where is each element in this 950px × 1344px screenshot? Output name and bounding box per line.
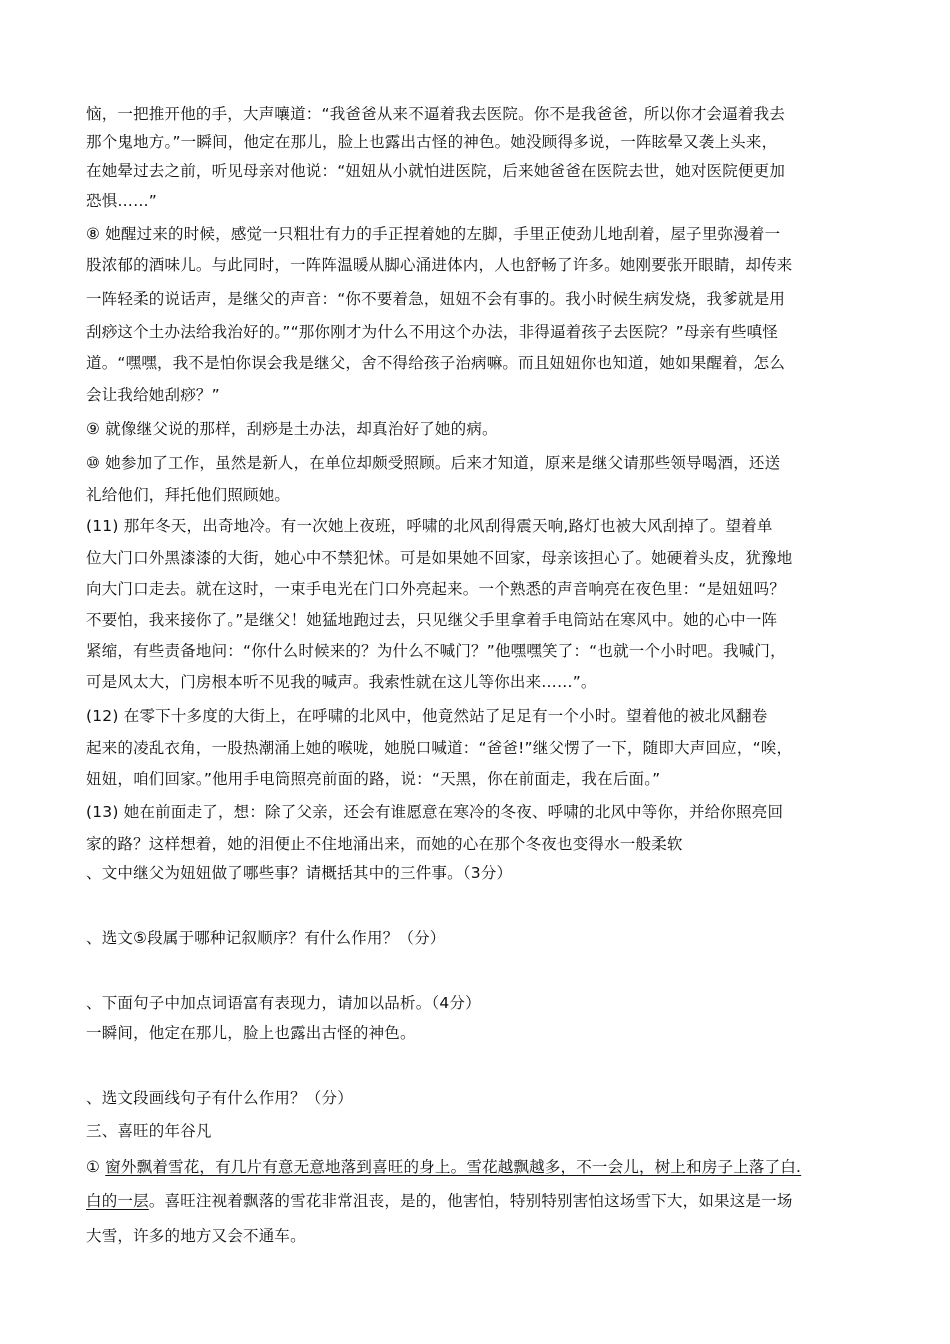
question-4: 、选文段画线句子有什么作用？（分） [86, 1089, 353, 1107]
story-line: 可是风太大，门房根本听不见我的喊声。我索性就在这儿等你出来……”。 [86, 673, 597, 691]
story-line: 紧缩，有些责备地问：“你什么时候来的？为什么不喊门？”他嘿嘿笑了：“也就一个小时吧。我喊门， [86, 642, 786, 660]
story-line: 那个鬼地方。”一瞬间，他定在那儿，脸上也露出古怪的神色。她没顾得多说，一阵眩晕又袭上头来， [86, 133, 778, 151]
question-3-sentence: 一瞬间，他定在那儿，脸上也露出古怪的神色。 [86, 1024, 416, 1042]
story-line: (11) 那年冬天，出奇地冷。有一次她上夜班，呼啸的北风刮得震天响,路灯也被大风刮掉了。望着单 [86, 517, 773, 535]
story-line: 道。“嘿嘿，我不是怕你误会我是继父，舍不得给孩子治病嘛。而且妞妞你也知道，她如果醒着，怎么 [86, 354, 786, 372]
story-line: 家的路？这样想着，她的泪便止不住地涌出来，而她的心在那个冬夜也变得水一般柔软 [86, 835, 683, 853]
story-line: 位大门口外黑漆漆的大街，她心中不禁犯怵。可是如果她不回家，母亲该担心了。她硬着头皮，犹豫地 [86, 549, 793, 567]
story-line: 妞妞，咱们回家。”他用手电筒照亮前面的路，说：“天黑，你在前面走，我在后面。” [86, 770, 661, 788]
story-line: 刮痧这个土办法给我治好的。”“那你刚才为什么不用这个办法，非得逼着孩子去医院？”母亲有些嗔怪 [86, 323, 779, 341]
story-line: 在她晕过去之前，听见母亲对他说：“妞妞从小就怕进医院，后来她爸爸在医院去世，她对医院便更加 [86, 162, 786, 180]
section3-paragraph-line-2 [86, 1191, 793, 1211]
underlined-sentence-part-2: 白的一层 [86, 1192, 149, 1210]
question-3: 、下面句子中加点词语富有表现力，请加以品析。（4分） [86, 994, 481, 1012]
section3-paragraph-line-1 [86, 1157, 801, 1177]
story-line: 股浓郁的酒味儿。与此同时，一阵阵温暖从脚心涌进体内，人也舒畅了许多。她刚要张开眼睛，却传来 [86, 256, 793, 274]
story-line: ⑧ 她醒过来的时候，感觉一只粗壮有力的手正捏着她的左脚，手里正使劲儿地刮着，屋子里弥漫着一 [86, 225, 781, 243]
story-line: (12) 在零下十多度的大街上，在呼啸的北风中，他竟然站了足足有一个小时。望着他的被北风翻卷 [86, 707, 768, 725]
story-line: 向大门口走去。就在这时，一束手电光在门口外亮起来。一个熟悉的声音响亮在夜色里：“是妞妞吗？ [86, 580, 786, 598]
paragraph-text: 。喜旺注视着飘落的雪花非常沮丧，是的，他害怕，特别特别害怕这场雪下大，如果这是一场 [148, 1192, 793, 1210]
story-line: 礼给他们，拜托他们照顾她。 [86, 486, 291, 504]
paragraph-marker: ① [86, 1158, 106, 1176]
story-line: ⑨ 就像继父说的那样，刮痧是土办法，却真治好了她的病。 [86, 420, 498, 438]
question-1: 、文中继父为妞妞做了哪些事？请概括其中的三件事。（3分） [86, 864, 513, 882]
story-line: 恐惧……” [86, 192, 158, 210]
question-2: 、选文⑤段属于哪种记叙顺序？有什么作用？（分） [86, 929, 446, 947]
story-line: 会让我给她刮痧？” [86, 386, 220, 404]
story-line: 不要怕，我来接你了。”是继父！她猛地跑过去，只见继父手里拿着手电筒站在寒风中。她的心中一阵 [86, 611, 778, 629]
section-title: 三、喜旺的年谷凡 [86, 1122, 212, 1140]
story-line: 起来的凌乱衣角，一股热潮涌上她的喉咙，她脱口喊道：“爸爸!”继父愣了一下，随即大声回应，“唉， [86, 739, 793, 757]
story-line: (13) 她在前面走了，想：除了父亲，还会有谁愿意在寒冷的冬夜、呼啸的北风中等你，并给你照亮回 [86, 803, 784, 821]
story-line: 恼，一把推开他的手，大声嚷道：“我爸爸从来不逼着我去医院。你不是我爸爸，所以你才会逼着我去 [86, 105, 786, 123]
story-line: ⑩ 她参加了工作，虽然是新人，在单位却颇受照顾。后来才知道，原来是继父请那些领导喝酒，还送 [86, 454, 781, 472]
section3-paragraph-line-3: 大雪，许多的地方又会不通车。 [86, 1227, 306, 1245]
story-line: 一阵轻柔的说话声，是继父的声音：“你不要着急，妞妞不会有事的。我小时候生病发烧，我爹就是用 [86, 290, 786, 308]
underlined-sentence-part-1: 窗外飘着雪花，有几片有意无意地落到喜旺的身上。雪花越飘越多，不一会儿，树上和房子上落了白. [105, 1158, 802, 1176]
